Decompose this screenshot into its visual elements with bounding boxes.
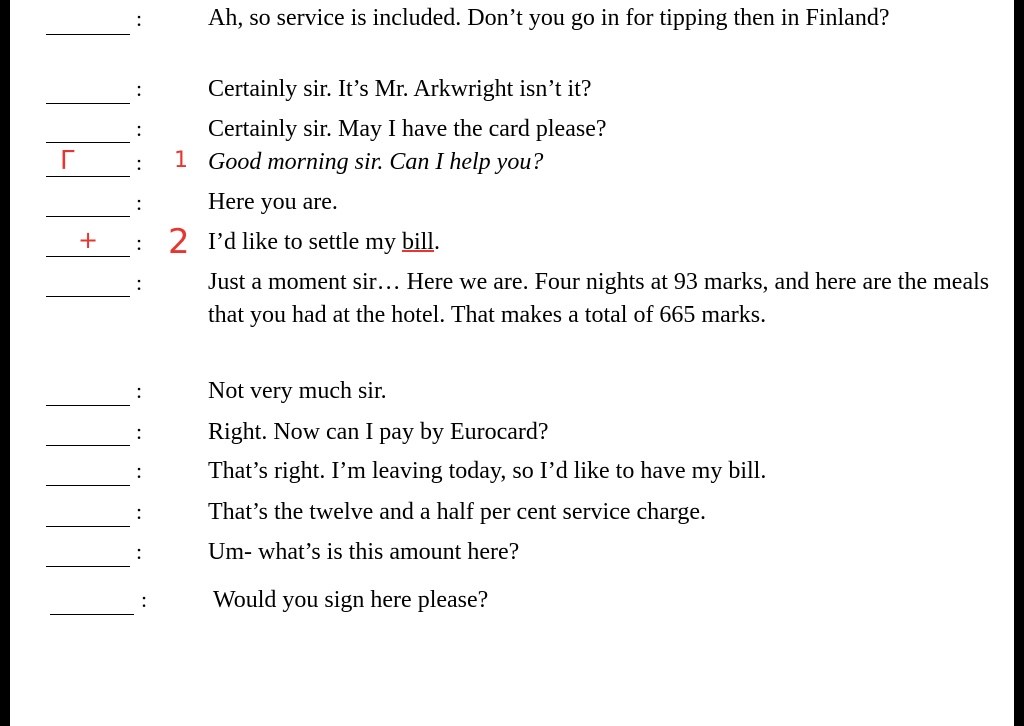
colon: : xyxy=(141,587,148,612)
line-text: Here you are. xyxy=(208,189,338,215)
line-text: Would you sign here please? xyxy=(213,587,489,613)
colon: : xyxy=(136,458,143,483)
answer-blank[interactable] xyxy=(46,176,130,177)
answer-blank[interactable] xyxy=(46,485,130,486)
line-text: Um- what’s is this amount here? xyxy=(208,539,520,565)
line-text: That’s the twelve and a half per cent service charge. xyxy=(208,499,706,525)
answer-blank[interactable] xyxy=(46,34,130,35)
line-text-end: . xyxy=(433,229,440,255)
colon: : xyxy=(136,116,143,141)
answer-blank[interactable] xyxy=(50,614,134,615)
line-text: Not very much sir. xyxy=(208,378,387,404)
line-text: Right. Now can I pay by Eurocard? xyxy=(208,419,549,445)
colon: : xyxy=(136,378,143,403)
colon: : xyxy=(136,419,143,444)
colon: : xyxy=(136,190,143,215)
handwritten-speaker-mark: + xyxy=(78,226,99,254)
answer-blank[interactable] xyxy=(46,445,130,446)
answer-blank[interactable] xyxy=(46,256,130,257)
colon: : xyxy=(136,76,143,101)
answer-blank[interactable] xyxy=(46,296,130,297)
colon: : xyxy=(136,539,143,564)
underlined-word: bill xyxy=(401,229,434,255)
answer-blank[interactable] xyxy=(46,103,130,104)
colon: : xyxy=(136,270,143,295)
answer-blank[interactable] xyxy=(46,526,130,527)
line-text: Good morning sir. Can I help you? xyxy=(208,149,544,175)
line-text-start: I’d like to settle my xyxy=(208,229,402,255)
worksheet xyxy=(10,0,1014,726)
answer-blank[interactable] xyxy=(46,216,130,217)
line-text: Certainly sir. May I have the card please? xyxy=(208,116,607,142)
handwritten-speaker-mark: Γ xyxy=(60,146,75,176)
handwritten-order-number: 2 xyxy=(168,222,190,262)
answer-blank[interactable] xyxy=(46,566,130,567)
colon: : xyxy=(136,150,143,175)
handwritten-order-number: 1 xyxy=(174,148,188,173)
line-text: Ah, so service is included. Don’t you go in for tipping then in Finland? xyxy=(208,5,890,31)
answer-blank[interactable] xyxy=(46,142,130,143)
line-text xyxy=(208,226,998,259)
colon: : xyxy=(136,499,143,524)
line-text: Just a moment sir… Here we are. Four nights at 93 marks, and here are the meals that you had at the hotel. That makes a total of 665 marks. xyxy=(208,269,990,328)
line-text: Certainly sir. It’s Mr. Arkwright isn’t it? xyxy=(208,76,592,102)
colon: : xyxy=(136,6,143,31)
answer-blank[interactable] xyxy=(46,405,130,406)
colon: : xyxy=(136,230,143,255)
line-text: That’s right. I’m leaving today, so I’d like to have my bill. xyxy=(208,458,767,484)
